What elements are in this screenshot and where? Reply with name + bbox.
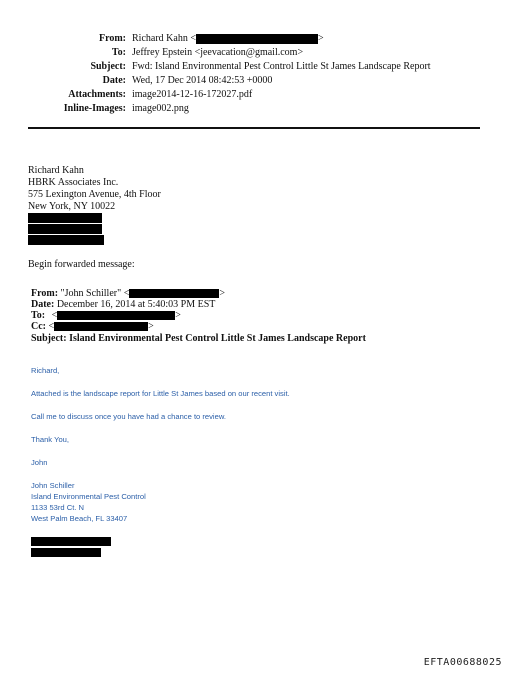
redaction-block xyxy=(129,289,219,298)
attachments-label: Attachments: xyxy=(68,89,126,100)
redaction-block xyxy=(28,224,102,234)
date-value: Wed, 17 Dec 2014 08:42:53 +0000 xyxy=(132,75,273,86)
subject-label: Subject: xyxy=(90,61,126,72)
forward-intro: Begin forwarded message: xyxy=(28,259,135,270)
redaction-block xyxy=(54,322,148,331)
to-value: Jeffrey Epstein <jeevacation@gmail.com> xyxy=(132,47,304,58)
body-thanks: Thank You, xyxy=(31,435,70,444)
redaction-block xyxy=(28,235,104,245)
body-sig-name: John Schiller xyxy=(31,481,75,490)
body-sig-company: Island Environmental Pest Control xyxy=(31,492,146,501)
inline-images-value: image002.png xyxy=(132,103,189,114)
signature-address: 575 Lexington Avenue, 4th Floor xyxy=(28,189,161,200)
forwarded-date: Date: December 16, 2014 at 5:40:03 PM EST xyxy=(31,299,216,310)
from-value: Richard Kahn < > xyxy=(132,33,324,44)
body-sig-city: West Palm Beach, FL 33407 xyxy=(31,514,128,523)
redaction-block xyxy=(28,213,102,223)
document-id: EFTA00688025 xyxy=(423,657,502,668)
redaction-block xyxy=(57,311,175,320)
signature-company: HBRK Associates Inc. xyxy=(28,177,119,188)
forwarded-subject: Subject: Island Environmental Pest Control Little St James Landscape Report xyxy=(31,333,366,344)
forwarded-from: From: "John Schiller" < > xyxy=(31,288,225,299)
forwarded-to: To: < > xyxy=(31,310,181,321)
subject-value: Fwd: Island Environmental Pest Control Little St James Landscape Report xyxy=(132,61,431,72)
header-divider xyxy=(28,127,480,129)
from-label: From: xyxy=(98,33,126,44)
redaction-block xyxy=(31,537,111,546)
redaction-block xyxy=(31,548,101,557)
attachments-value: image2014-12-16-172027.pdf xyxy=(132,89,253,100)
body-greeting: Richard, xyxy=(31,366,60,375)
date-label: Date: xyxy=(102,75,126,86)
inline-images-label: Inline-Images: xyxy=(63,103,126,114)
body-sign: John xyxy=(31,458,48,467)
redaction-block xyxy=(196,34,318,44)
body-sig-address: 1133 53rd Ct. N xyxy=(31,503,85,512)
signature-city: New York, NY 10022 xyxy=(28,201,116,212)
forwarded-cc: Cc: < > xyxy=(31,321,154,332)
body-line-2: Call me to discuss once you have had a chance to review. xyxy=(31,412,227,421)
signature-name: Richard Kahn xyxy=(28,165,84,176)
body-line-1: Attached is the landscape report for Little St James based on our recent visit. xyxy=(31,389,290,398)
to-label: To: xyxy=(111,47,126,58)
